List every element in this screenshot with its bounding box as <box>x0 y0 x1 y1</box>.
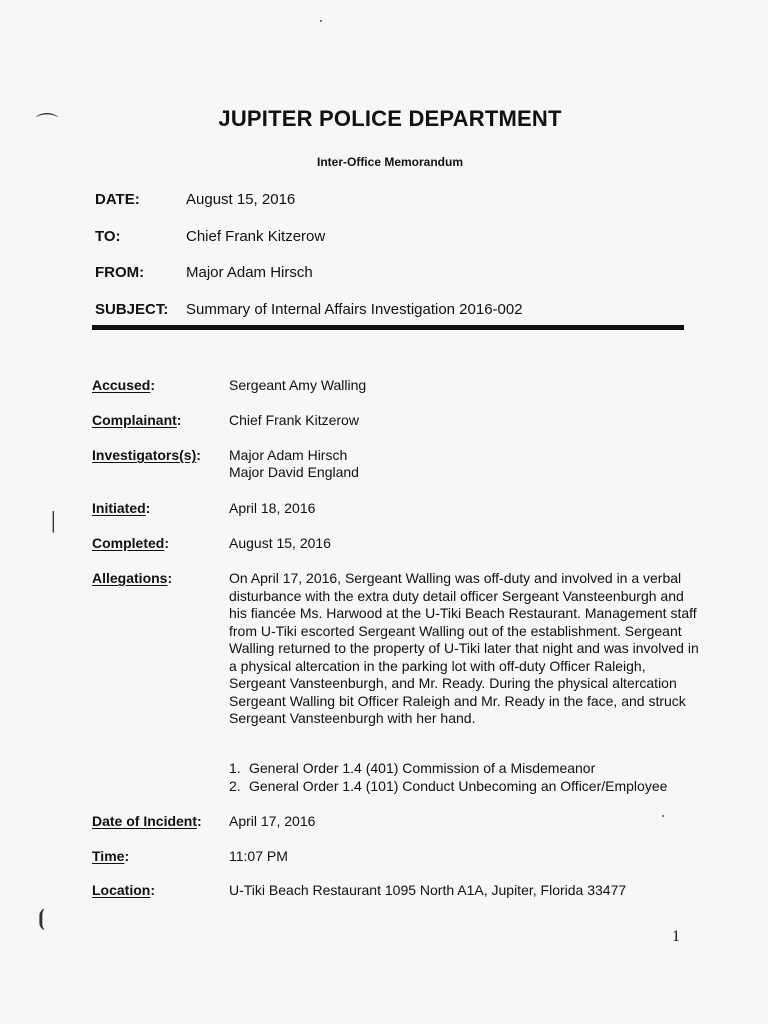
memo-to-label: TO: <box>95 228 121 245</box>
incident-date-value: April 17, 2016 <box>229 813 316 829</box>
memo-from-value: Major Adam Hirsch <box>186 264 313 281</box>
allegations-text: On April 17, 2016, Sergeant Walling was off-duty and involved in a verbal disturbance with the extra duty detail officer Sergeant Vansteenburgh and his fiancée Ms. Harwood at the U-Tiki Beach Restaurant. Management staff from U-Tiki escorted Sergeant Walling out of the establishment. Sergeant Walling returned to the property of U-Tiki later that night and was involved in a physical altercation in the parking lot with off-duty Officer Raleigh, Sergeant Vansteenburgh, and Mr. Ready. During the physical altercation Sergeant Walling bit Officer Raleigh and Mr. Ready in the face, and struck Sergeant Vansteenburgh with her hand. <box>229 570 699 726</box>
investigator-1: Major Adam Hirsch <box>229 447 348 463</box>
memo-subject-label: SUBJECT: <box>95 301 169 318</box>
completed-value: August 15, 2016 <box>229 535 331 551</box>
allegations-label: Allegations: <box>92 570 173 586</box>
allegation-list <box>229 760 667 795</box>
memo-date-value: August 15, 2016 <box>186 191 296 208</box>
memo-from-label: FROM: <box>95 264 145 281</box>
memo-to-value: Chief Frank Kitzerow <box>186 228 326 245</box>
accused-label: Accused: <box>92 377 156 393</box>
investigators-label: Investigators(s): <box>92 447 201 463</box>
header-divider <box>92 325 684 330</box>
accused-value: Sergeant Amy Walling <box>229 377 367 393</box>
completed-label: Completed: <box>92 535 170 551</box>
complainant-value: Chief Frank Kitzerow <box>229 412 359 428</box>
time-value: 11:07 PM <box>229 848 288 864</box>
page-number: 1 <box>672 928 680 945</box>
scan-mark-mid: │ <box>48 512 59 533</box>
incident-date-label: Date of Incident: <box>92 813 202 829</box>
location-value: U-Tiki Beach Restaurant 1095 North A1A, Jupiter, Florida 33477 <box>229 882 627 898</box>
complainant-label: Complainant: <box>92 412 182 428</box>
memo-subject-value: Summary of Internal Affairs Investigation 2016-002 <box>186 301 523 318</box>
scan-dot <box>320 20 322 22</box>
allegation-item: 1. General Order 1.4 (401) Commission of a Misdemeanor <box>229 760 596 776</box>
investigator-2: Major David England <box>229 464 359 480</box>
location-label: Location: <box>92 882 156 898</box>
scan-mark-top: ⌒ <box>36 113 59 138</box>
time-label: Time: <box>92 848 130 864</box>
department-title: JUPITER POLICE DEPARTMENT <box>218 106 562 131</box>
initiated-value: April 18, 2016 <box>229 500 316 516</box>
allegation-item: 2. General Order 1.4 (101) Conduct Unbecoming an Officer/Employee <box>229 777 668 794</box>
initiated-label: Initiated: <box>92 500 151 516</box>
memo-date-label: DATE: <box>95 191 140 208</box>
scan-mark-bottom: ⦗ <box>38 906 46 931</box>
scan-dot <box>662 815 664 817</box>
memo-type: Inter-Office Memorandum <box>316 155 463 169</box>
